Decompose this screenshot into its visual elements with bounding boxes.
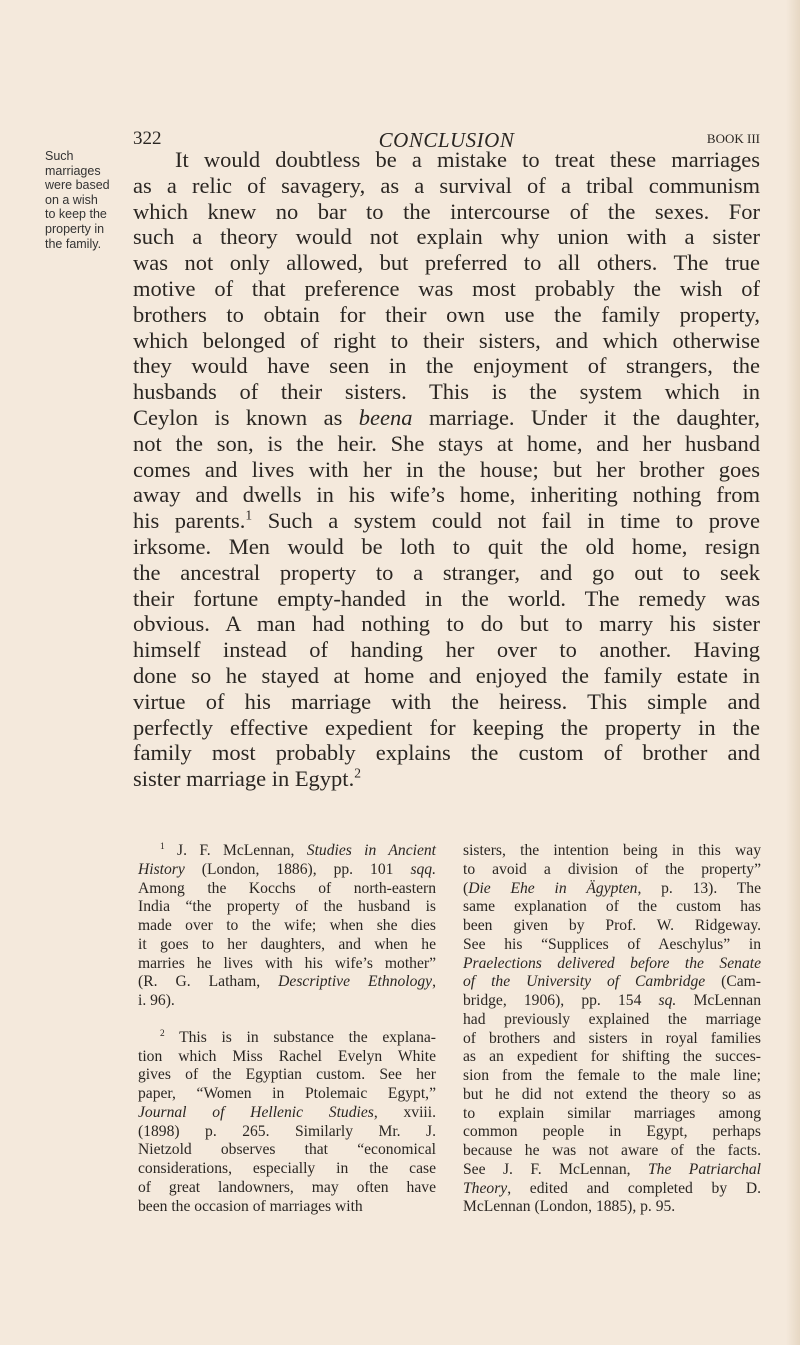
text-line [463,992,761,1011]
text-segment: which belonged of right to their sisters, and which otherwise [133,327,760,353]
text-segment: motive of that preference was most probably the wish of [133,275,760,301]
text-line [133,766,760,792]
text-line [133,457,760,483]
text-segment: of the University of Cambridge [463,973,706,991]
text-line [138,861,436,880]
text-segment: virtue of his marriage with the heiress. This simple and [133,688,760,714]
text-segment: Studies in Ancient [306,842,436,859]
text-segment: to explain similar marriages among [463,1104,761,1122]
text-segment: See his “Supplices of Aeschylus” in [463,935,761,953]
text-line [463,880,761,899]
text-segment: sq. [658,992,677,1009]
text-line [133,689,760,715]
text-segment: Such a system could not fail in time to prove [252,508,760,534]
text-line [133,482,760,508]
text-segment: been given by Prof. W. Ridgeway. [463,917,761,934]
text-line [133,611,760,637]
text-line [463,1086,761,1105]
text-segment: (R. G. Latham, [138,973,279,991]
text-segment: Among the Kocchs of north-eastern [138,879,436,897]
text-segment: their fortune empty-handed in the world. The remedy was [133,585,760,611]
text-line [133,276,760,302]
text-segment: Descriptive Ethnology [278,973,433,991]
text-line [138,898,436,917]
text-segment: , p. 13). The [637,879,761,897]
text-line [133,199,760,225]
text-segment: , [432,973,437,991]
text-segment: which knew no bar to the intercourse of the sexes. For [133,198,760,224]
text-line [463,1048,761,1067]
text-segment: Ceylon is known as [133,404,359,430]
text-segment: his parents. [133,508,246,534]
text-segment: (London, 1886), pp. 101 [184,860,411,878]
text-segment: bridge, 1906), pp. 154 [463,992,659,1009]
text-line [138,1029,436,1048]
text-line [463,861,761,880]
text-segment: tion which Miss Rachel Evelyn White [138,1047,436,1065]
text-line [138,955,436,974]
text-segment: J. F. McLennan, [164,842,307,859]
text-segment: made over to the wife; when she dies [138,917,436,934]
book-label: BOOK III [706,131,760,146]
text-segment: The Patriarchal [647,1160,761,1178]
text-line [138,1085,436,1104]
text-segment: Nietzold observes that “economical [138,1141,436,1159]
text-segment: was not only allowed, but preferred to all others. The true [133,250,760,276]
text-segment: had previously explained the marriage [463,1010,761,1028]
text-line [133,250,760,276]
text-segment: brothers to obtain for their own use the family property, [133,301,760,327]
text-segment: sister marriage in Egypt. [133,766,355,792]
text-segment: Theory [463,1179,508,1197]
text-segment: away and dwells in his wife’s home, inheriting nothing from [133,482,760,508]
text-line [138,1066,436,1085]
text-line [138,1048,436,1067]
text-segment: such a theory would not explain why union with a sister [133,224,760,250]
text-segment: beena [358,404,413,430]
text-segment: India “the property of the husband is [138,898,436,916]
text-segment: marries he lives with his wife’s mother” [138,954,436,972]
text-line [138,973,436,992]
text-line [463,936,761,955]
text-line [133,663,760,689]
text-line [133,173,760,199]
text-line [133,431,760,457]
text-line [133,379,760,405]
text-segment: (1898) p. 265. Similarly Mr. J. [138,1122,436,1140]
text-line [463,1180,761,1199]
text-line [133,715,760,741]
text-segment: sisters, the intention being in this way [463,842,761,859]
text-segment: obvious. A man had nothing to do but to marry his sister [133,611,760,637]
text-line [138,917,436,936]
text-line [463,1030,761,1049]
chapter-title: CONCLUSION [378,128,515,152]
footnote-marker: 1 [160,841,165,852]
text-segment: because he was not aware of the facts. [463,1142,761,1159]
text-segment: paper, “Women in Ptolemaic Egypt,” [138,1085,436,1102]
text-segment: they would have seen in the enjoyment of strangers, the [133,353,760,379]
text-segment: comes and lives with her in the house; but her brother goes [133,456,760,482]
text-line [463,1198,761,1217]
text-segment: Praelections delivered before the Senate [463,954,761,972]
text-segment: irksome. Men would be loth to quit the old home, resign [133,533,760,559]
text-line [133,147,760,173]
text-line [133,328,760,354]
text-segment: , xviii. [373,1103,436,1121]
text-segment: History [138,860,185,878]
text-segment: Journal of Hellenic Studies [138,1103,374,1121]
text-segment: perfectly effective expedient for keeping the property in the [133,714,760,740]
text-line [133,302,760,328]
page-number: 322 [133,128,162,149]
text-segment: See J. F. McLennan, [463,1160,648,1178]
margin-note-line: Such [45,149,74,163]
margin-note-line: property in [45,221,105,236]
text-line [463,1142,761,1161]
text-line [133,560,760,586]
text-segment: considerations, especially in the case [138,1160,436,1177]
text-line [463,1067,761,1086]
text-segment: family most probably explains the custom of brother and [133,740,760,766]
text-segment: McLennan [676,992,761,1009]
text-line [138,1198,436,1217]
text-line [133,405,760,431]
text-segment: It would doubtless be a mistake to treat these marriages [175,147,760,172]
margin-note-line: marriages [45,163,101,178]
text-segment: This is in substance the explana- [164,1028,436,1046]
margin-note-line: to keep the [45,207,107,222]
text-line [463,1011,761,1030]
margin-note-line: the family. [45,236,102,251]
text-line [138,1179,436,1198]
footnotes-left-column [138,842,436,1216]
text-line [463,1161,761,1180]
text-line [463,1123,761,1142]
text-line [138,1104,436,1123]
text-segment: ( [463,879,469,897]
text-line [133,224,760,250]
text-segment: himself instead of handing her over to another. Having [133,637,760,663]
text-segment: but he did not extend the theory so as [463,1085,761,1103]
text-line [133,637,760,663]
footnote-marker: 1 [245,507,253,523]
text-line [138,992,436,1011]
text-line [133,508,760,534]
text-line [463,955,761,974]
text-segment: to avoid a division of the property” [463,860,761,878]
text-segment: same explanation of the custom has [463,898,761,916]
text-line [463,973,761,992]
footnote-marker: 2 [354,765,361,781]
text-segment: Die Ehe in Ägypten [468,879,638,897]
text-line [133,740,760,766]
text-segment: gives of the Egyptian custom. See her [138,1066,436,1084]
text-segment: as an expedient for shifting the succes- [463,1048,761,1066]
text-segment: husbands of their sisters. This is the system which in [133,379,760,405]
text-line [463,842,761,861]
text-segment: been the occasion of marriages with [138,1197,363,1215]
text-segment: of brothers and sisters in royal families [463,1029,761,1047]
margin-note [45,149,110,251]
text-line [138,1141,436,1160]
text-segment: sion from the female to the male line; [463,1067,761,1084]
text-line [463,1105,761,1124]
text-line [133,353,760,379]
footnotes-right-column [463,842,761,1217]
text-line [133,534,760,560]
margin-note-line: were based [45,178,110,193]
text-segment: the ancestral property to a stranger, and go out to seek [133,559,760,585]
text-line [138,880,436,899]
text-segment: of great landowners, may often have [138,1178,436,1196]
text-segment: i. 96). [138,992,175,1009]
text-segment: (Cam- [705,973,761,991]
text-segment: not the son, is the heir. She stays at home, and her husband [133,430,760,456]
text-line [138,1160,436,1179]
text-segment: common people in Egypt, perhaps [463,1123,761,1141]
text-segment: , edited and completed by D. [507,1179,761,1197]
text-segment: as a relic of savagery, as a survival of a tribal communism [133,172,760,198]
text-line [463,917,761,936]
text-line [463,898,761,917]
text-segment: marriage. Under it the daughter, [412,404,761,430]
text-segment: it goes to her daughters, and when he [138,935,436,953]
page-edge-shadow [786,0,800,1345]
text-segment: done so he stayed at home and enjoyed the family estate in [133,662,760,688]
main-text [133,147,760,792]
spacer [138,1011,436,1029]
margin-note-line: on a wish [45,192,98,207]
text-line [133,586,760,612]
text-line [138,842,436,861]
footnote-marker: 2 [160,1028,165,1039]
text-line [138,1123,436,1142]
text-segment: McLennan (London, 1885), p. 95. [463,1198,676,1216]
text-line [138,936,436,955]
text-segment: sqq. [410,860,436,878]
